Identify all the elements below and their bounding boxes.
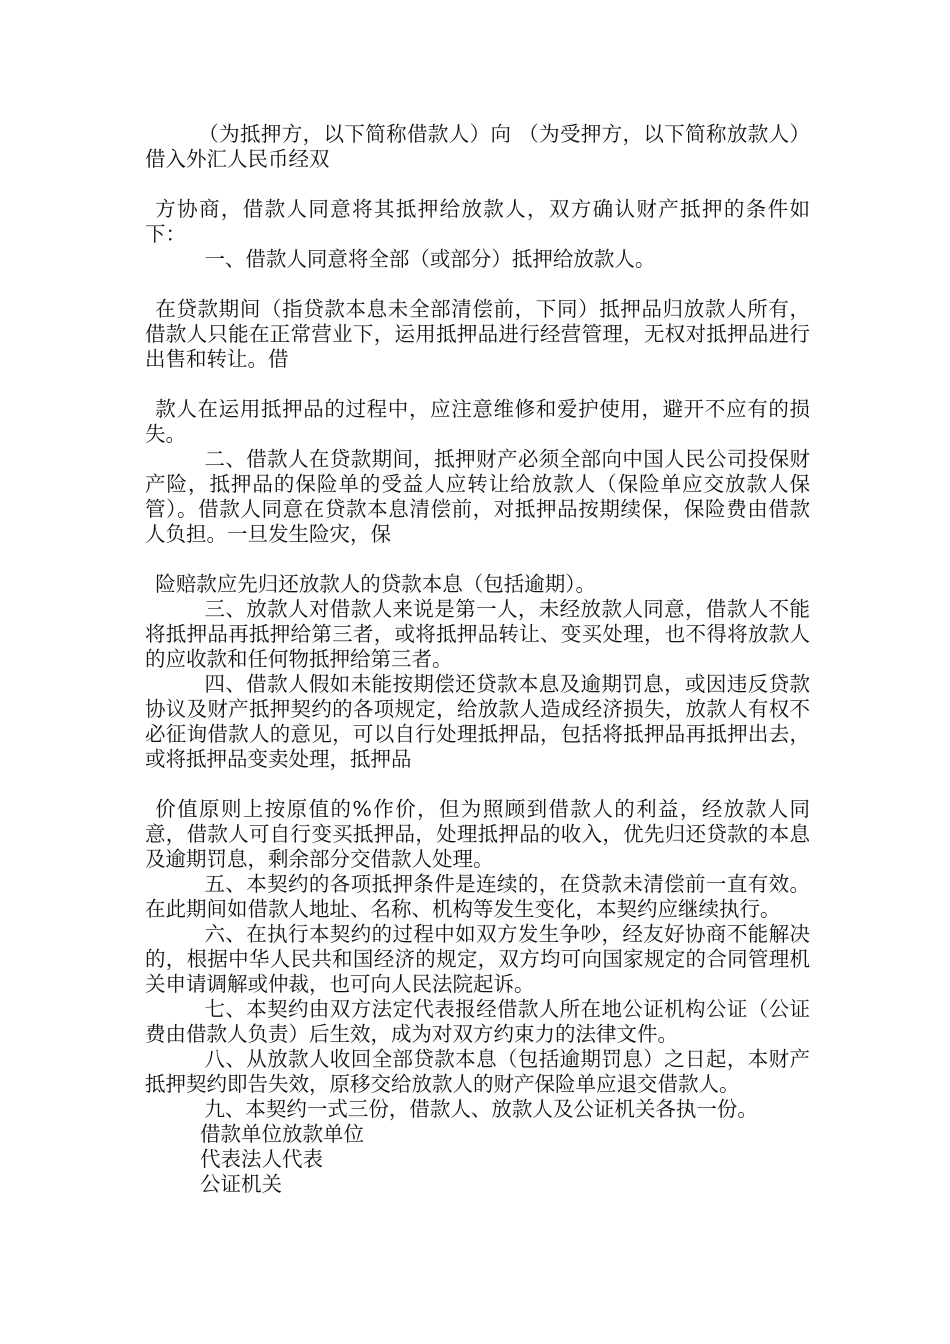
paragraph-intro: （为抵押方，以下简称借款人）向 （为受押方，以下简称放款人）借入外汇人民币经双	[145, 122, 810, 171]
clause-7: 七、本契约由双方法定代表报经借款人所在地公证机构公证（公证费由借款人负责）后生效，成为对双方约束力的法律文件。	[145, 997, 810, 1046]
clause-6: 六、在执行本契约的过程中如双方发生争吵，经友好协商不能解决的，根据中华人民共和国经济的规定，双方均可向国家规定的合同管理机关申请调解或仲裁，也可向人民法院起诉。	[145, 922, 810, 996]
clause-1-detail: 在贷款期间（指贷款本息未全部清偿前，下同）抵押品归放款人所有，借款人只能在正常营业下，运用抵押品进行经营管理，无权对抵押品进行出售和转让。借	[145, 297, 810, 371]
clause-4-continued: 价值原则上按原值的%作价，但为照顾到借款人的利益，经放款人同意，借款人可自行变买抵押品，处理抵押品的收入，优先归还贷款的本息及逾期罚息，剩余部分交借款人处理。	[145, 797, 810, 871]
signature-line-units: 借款单位放款单位	[200, 1122, 364, 1146]
clause-9: 九、本契约一式三份，借款人、放款人及公证机关各执一份。	[204, 1097, 758, 1121]
clause-1-continued: 款人在运用抵押品的过程中，应注意维修和爱护使用，避开不应有的损失。	[145, 397, 810, 446]
clause-2: 二、借款人在贷款期间，抵押财产必须全部向中国人民公司投保财产险，抵押品的保险单的受益人应转让给放款人（保险单应交放款人保管）。借款人同意在贷款本息清偿前，对抵押品按期续保，保险费由借款人负担。一旦发生险灾，保	[145, 447, 810, 546]
clause-1: 一、借款人同意将全部（或部分）抵押给放款人。	[204, 247, 656, 271]
document-page	[145, 122, 810, 1197]
signature-line-representatives: 代表法人代表	[200, 1147, 323, 1171]
clause-3: 三、放款人对借款人来说是第一人，未经放款人同意，借款人不能将抵押品再抵押给第三者，或将抵押品转让、变买处理，也不得将放款人的应收款和任何物抵押给第三者。	[145, 597, 810, 671]
clause-5: 五、本契约的各项抵押条件是连续的，在贷款未清偿前一直有效。在此期间如借款人地址、名称、机构等发生变化，本契约应继续执行。	[145, 872, 810, 921]
signature-line-notary: 公证机关	[200, 1172, 282, 1196]
clause-8: 八、从放款人收回全部贷款本息（包括逾期罚息）之日起，本财产抵押契约即告失效，原移交给放款人的财产保险单应退交借款人。	[145, 1047, 810, 1096]
clause-4: 四、借款人假如未能按期偿还贷款本息及逾期罚息，或因违反贷款协议及财产抵押契约的各项规定，给放款人造成经济损失，放款人有权不必征询借款人的意见，可以自行处理抵押品，包括将抵押品再抵押出去，或将抵押品变卖处理，抵押品	[145, 672, 810, 771]
paragraph-agreement: 方协商，借款人同意将其抵押给放款人，双方确认财产抵押的条件如下：	[145, 197, 810, 246]
clause-2-continued: 险赔款应先归还放款人的贷款本息（包括逾期）。	[155, 572, 596, 596]
